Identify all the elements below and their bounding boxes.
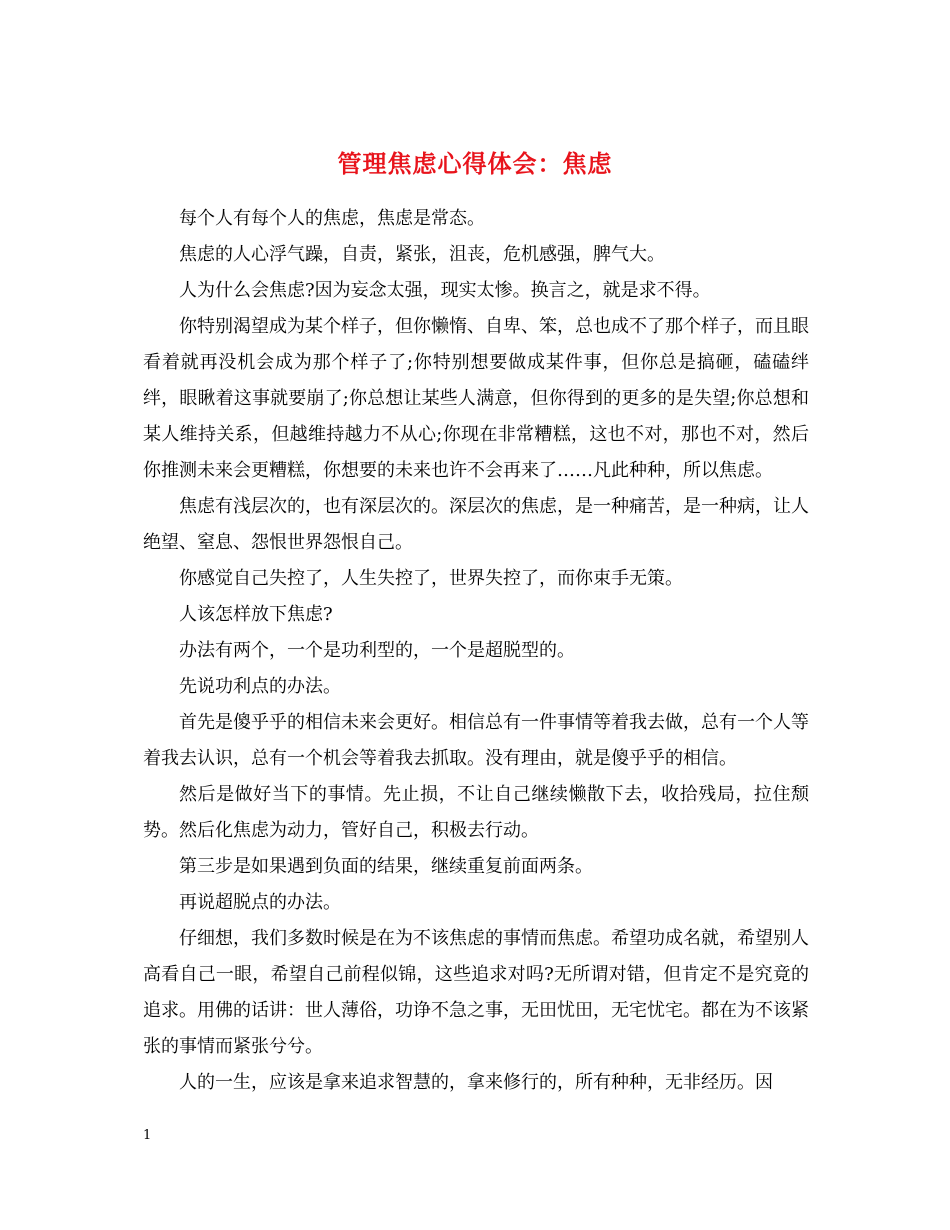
paragraph: 再说超脱点的办法。 <box>179 892 341 913</box>
paragraph: 先说功利点的办法。 <box>179 676 341 697</box>
paragraph: 然后是做好当下的事情。先止损，不让自己继续懒散下去，收拾残局，拉住颓势。然后化焦虑为动力，管好自己，积极去行动。 <box>143 784 809 841</box>
paragraph: 每个人有每个人的焦虑，焦虑是常态。 <box>179 208 485 229</box>
paragraph: 你感觉自己失控了，人生失控了，世界失控了，而你束手无策。 <box>179 568 683 589</box>
paragraph: 首先是傻乎乎的相信未来会更好。相信总有一件事情等着我去做，总有一个人等着我去认识，总有一个机会等着我去抓取。没有理由，就是傻乎乎的相信。 <box>143 712 809 769</box>
paragraph: 第三步是如果遇到负面的结果，继续重复前面两条。 <box>179 856 593 877</box>
page-number: 1 <box>143 1128 152 1143</box>
document-body <box>143 201 809 1101</box>
paragraph: 你特别渴望成为某个样子，但你懒惰、自卑、笨，总也成不了那个样子，而且眼看着就再没机会成为那个样子了;你特别想要做成某件事，但你总是搞砸，磕磕绊绊，眼瞅着这事就要崩了;你总想让某些人满意，但你得到的更多的是失望;你总想和某人维持关系，但越维持越力不从心;你现在非常糟糕，这也不对，那也不对，然后你推测未来会更糟糕，你想要的未来也许不会再来了……凡此种种，所以焦虑。 <box>143 316 809 481</box>
paragraph: 仔细想，我们多数时候是在为不该焦虑的事情而焦虑。希望功成名就，希望别人高看自己一眼，希望自己前程似锦，这些追求对吗?无所谓对错，但肯定不是究竟的追求。用佛的话讲：世人薄俗，功诤不急之事，无田忧田，无宅忧宅。都在为不该紧张的事情而紧张兮兮。 <box>143 928 809 1057</box>
paragraph: 人为什么会焦虑?因为妄念太强，现实太惨。换言之，就是求不得。 <box>179 280 711 301</box>
paragraph: 焦虑有浅层次的，也有深层次的。深层次的焦虑，是一种痛苦，是一种病，让人绝望、窒息、怨恨世界怨恨自己。 <box>143 496 809 553</box>
paragraph: 办法有两个，一个是功利型的，一个是超脱型的。 <box>179 640 575 661</box>
paragraph: 焦虑的人心浮气躁，自责，紧张，沮丧，危机感强，脾气大。 <box>179 244 665 265</box>
paragraph: 人的一生，应该是拿来追求智慧的，拿来修行的，所有种种，无非经历。因 <box>179 1072 773 1093</box>
paragraph: 人该怎样放下焦虑? <box>179 604 333 625</box>
document-title: 管理焦虑心得体会：焦虑 <box>337 149 613 179</box>
